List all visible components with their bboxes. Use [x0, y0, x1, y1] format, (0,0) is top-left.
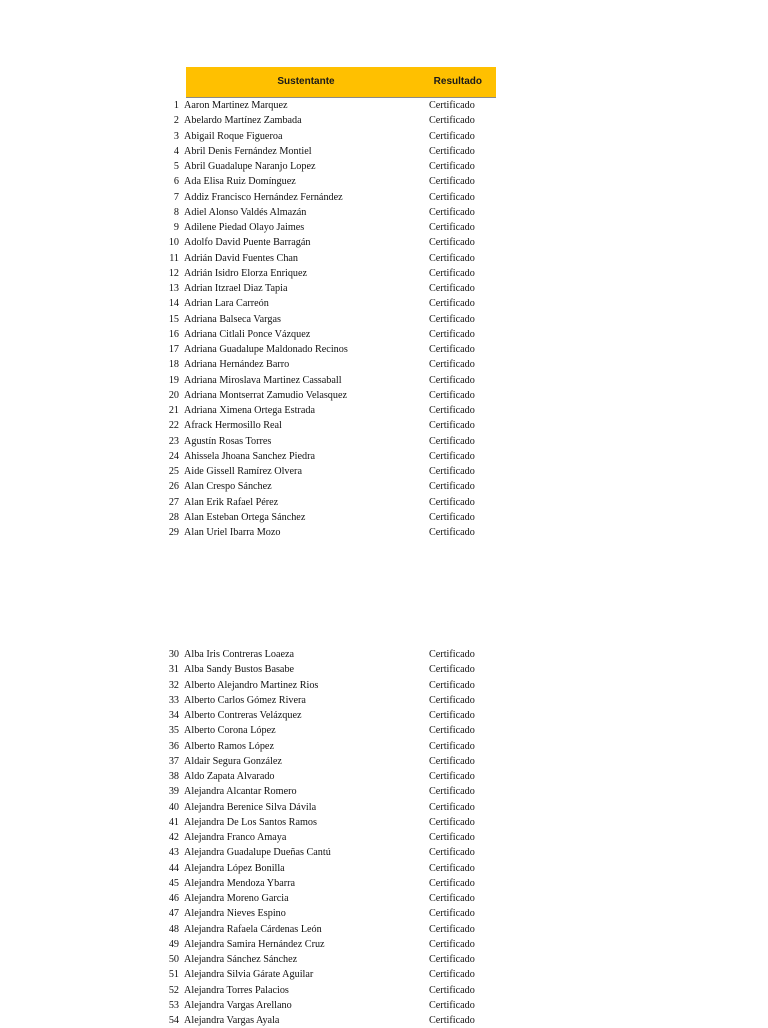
- candidate-name: Adolfo David Puente Barragán: [184, 237, 311, 249]
- result-status: Certificado: [429, 100, 475, 111]
- table-row: [160, 113, 500, 128]
- table-row: [160, 708, 500, 723]
- candidate-name: Alejandra López Bonilla: [184, 862, 285, 874]
- candidate-name: Alan Uriel Ibarra Mozo: [184, 527, 281, 538]
- candidate-name: Adrian Itzrael Diaz Tapia: [184, 283, 288, 294]
- candidate-name: Alejandra Vargas Arellano: [184, 999, 292, 1011]
- result-status: Certificado: [429, 740, 475, 752]
- candidate-name: Adriana Hernández Barro: [184, 359, 290, 371]
- row-number: 36: [168, 740, 179, 752]
- table-row: [160, 327, 500, 342]
- row-number: 21: [168, 405, 179, 416]
- result-status: Certificado: [429, 176, 475, 188]
- row-number: 53: [168, 999, 179, 1011]
- table-row: [160, 754, 500, 769]
- result-status: Certificado: [429, 938, 475, 950]
- table-row: [160, 220, 500, 235]
- table-row: [160, 662, 500, 677]
- row-number: 45: [168, 877, 179, 889]
- table-row: [160, 342, 500, 357]
- result-status: Certificado: [429, 649, 475, 660]
- row-number: 51: [168, 969, 179, 981]
- result-status: Certificado: [429, 283, 475, 294]
- result-status: Certificado: [429, 984, 475, 996]
- candidate-name: Alan Crespo Sánchez: [184, 481, 272, 493]
- candidate-name: Adriana Guadalupe Maldonado Recinos: [184, 344, 348, 355]
- row-number: 35: [168, 725, 179, 737]
- row-number: 1: [173, 100, 179, 111]
- row-number: 8: [173, 206, 179, 218]
- table-row: [160, 418, 500, 433]
- result-status: Certificado: [429, 115, 475, 127]
- table-row: [160, 647, 500, 662]
- table-row: [160, 403, 500, 418]
- table-row: [160, 190, 500, 205]
- table-row: [160, 159, 500, 174]
- column-header-resultado: Resultado: [433, 76, 482, 87]
- row-number: 17: [168, 344, 179, 355]
- row-number: 54: [168, 1015, 179, 1026]
- table-row: [160, 723, 500, 738]
- candidate-name: Alejandra Alcantar Romero: [184, 786, 297, 798]
- candidate-name: Adilene Piedad Olayo Jaimes: [184, 222, 305, 233]
- table-row: [160, 906, 500, 921]
- result-status: Certificado: [429, 374, 475, 386]
- result-status: Certificado: [429, 862, 475, 874]
- result-status: Certificado: [429, 679, 475, 691]
- candidate-name: Alan Erik Rafael Pérez: [184, 496, 279, 508]
- candidate-name: Aaron Martinez Marquez: [184, 100, 288, 111]
- result-status: Certificado: [429, 450, 475, 462]
- results-list-page-1: [160, 98, 500, 540]
- result-status: Certificado: [429, 771, 475, 782]
- row-number: 13: [168, 283, 179, 294]
- result-status: Certificado: [429, 420, 475, 432]
- column-header-sustentante: Sustentante: [277, 76, 335, 87]
- table-row: [160, 1013, 500, 1028]
- result-status: Certificado: [429, 313, 475, 325]
- row-number: 9: [173, 222, 179, 233]
- row-number: 44: [168, 862, 179, 874]
- table-row: [160, 815, 500, 830]
- result-status: Certificado: [429, 405, 475, 416]
- result-status: Certificado: [429, 725, 475, 737]
- result-status: Certificado: [429, 999, 475, 1011]
- result-status: Certificado: [429, 298, 475, 310]
- row-number: 15: [168, 313, 179, 325]
- table-row: [160, 373, 500, 388]
- row-number: 46: [168, 893, 179, 904]
- row-number: 24: [168, 450, 179, 462]
- row-number: 4: [173, 145, 179, 157]
- row-number: 47: [168, 908, 179, 920]
- row-number: 23: [168, 435, 179, 447]
- table-row: [160, 144, 500, 159]
- row-number: 28: [168, 511, 179, 523]
- candidate-name: Alejandra Guadalupe Dueñas Cantú: [184, 847, 331, 859]
- table-row: [160, 388, 500, 403]
- result-status: Certificado: [429, 801, 475, 813]
- table-row: [160, 830, 500, 845]
- table-row: [160, 495, 500, 510]
- table-row: [160, 312, 500, 327]
- candidate-name: Afrack Hermosillo Real: [184, 420, 282, 432]
- table-row: [160, 281, 500, 296]
- table-row: [160, 983, 500, 998]
- table-row: [160, 129, 500, 144]
- table-row: [160, 952, 500, 967]
- result-status: Certificado: [429, 206, 475, 218]
- result-status: Certificado: [429, 954, 475, 965]
- candidate-name: Aldo Zapata Alvarado: [184, 771, 275, 782]
- candidate-name: Alberto Contreras Velázquez: [184, 710, 302, 721]
- table-row: [160, 251, 500, 266]
- result-status: Certificado: [429, 267, 475, 279]
- candidate-name: Abril Guadalupe Naranjo Lopez: [184, 161, 316, 172]
- row-number: 41: [168, 816, 179, 828]
- row-number: 32: [168, 679, 179, 691]
- candidate-name: Alejandra Torres Palacios: [184, 984, 289, 996]
- candidate-name: Ada Elisa Ruiz Domínguez: [184, 176, 296, 188]
- candidate-name: Adriana Balseca Vargas: [184, 313, 281, 325]
- row-number: 7: [173, 191, 179, 203]
- row-number: 33: [168, 694, 179, 706]
- row-number: 29: [168, 527, 179, 538]
- table-row: [160, 922, 500, 937]
- table-row: [160, 800, 500, 815]
- result-status: Certificado: [429, 466, 475, 477]
- results-list-page-2: [160, 647, 500, 1028]
- result-status: Certificado: [429, 923, 475, 935]
- table-row: [160, 235, 500, 250]
- row-number: 52: [168, 984, 179, 996]
- row-number: 5: [173, 161, 179, 172]
- candidate-name: Alejandra Mendoza Ybarra: [184, 877, 296, 889]
- result-status: Certificado: [429, 145, 475, 157]
- row-number: 10: [168, 237, 179, 249]
- table-row: [160, 678, 500, 693]
- result-status: Certificado: [429, 1015, 475, 1026]
- table-row: [160, 479, 500, 494]
- row-number: 6: [173, 176, 179, 188]
- candidate-name: Alejandra Silvia Gárate Aguilar: [184, 969, 314, 981]
- result-status: Certificado: [429, 252, 475, 264]
- table-row: [160, 891, 500, 906]
- candidate-name: Abigail Roque Figueroa: [184, 130, 283, 142]
- table-row: [160, 464, 500, 479]
- table-row: [160, 510, 500, 525]
- table-row: [160, 525, 500, 540]
- candidate-name: Aide Gissell Ramírez Olvera: [184, 466, 302, 477]
- row-number: 11: [169, 252, 179, 264]
- row-number: 37: [168, 755, 179, 767]
- result-status: Certificado: [429, 359, 475, 371]
- result-status: Certificado: [429, 527, 475, 538]
- candidate-name: Alberto Alejandro Martinez Rios: [184, 679, 319, 691]
- row-number: 31: [168, 664, 179, 676]
- candidate-name: Adriana Ximena Ortega Estrada: [184, 405, 315, 416]
- row-number: 50: [168, 954, 179, 965]
- result-status: Certificado: [429, 435, 475, 447]
- result-status: Certificado: [429, 328, 475, 340]
- table-row: [160, 266, 500, 281]
- table-row: [160, 937, 500, 952]
- result-status: Certificado: [429, 389, 475, 401]
- result-status: Certificado: [429, 496, 475, 508]
- table-row: [160, 434, 500, 449]
- row-number: 2: [173, 115, 179, 127]
- result-status: Certificado: [429, 877, 475, 889]
- result-status: Certificado: [429, 511, 475, 523]
- candidate-name: Alan Esteban Ortega Sánchez: [184, 511, 306, 523]
- row-number: 19: [168, 374, 179, 386]
- result-status: Certificado: [429, 161, 475, 172]
- result-status: Certificado: [429, 694, 475, 706]
- candidate-name: Ahissela Jhoana Sanchez Piedra: [184, 450, 315, 462]
- candidate-name: Alberto Ramos López: [184, 740, 274, 752]
- candidate-name: Alberto Carlos Gómez Rivera: [184, 694, 306, 706]
- candidate-name: Adrián David Fuentes Chan: [184, 252, 299, 264]
- row-number: 18: [168, 359, 179, 371]
- candidate-name: Aldair Segura González: [184, 755, 282, 767]
- row-number: 48: [168, 923, 179, 935]
- candidate-name: Adrian Lara Carreón: [184, 298, 269, 310]
- table-row: [160, 998, 500, 1013]
- result-status: Certificado: [429, 344, 475, 355]
- result-status: Certificado: [429, 969, 475, 981]
- result-status: Certificado: [429, 893, 475, 904]
- row-number: 12: [168, 267, 179, 279]
- candidate-name: Alejandra Nieves Espino: [184, 908, 286, 920]
- row-number: 27: [168, 496, 179, 508]
- candidate-name: Alejandra Berenice Silva Dávila: [184, 801, 317, 813]
- candidate-name: Abril Denis Fernández Montiel: [184, 145, 312, 157]
- table-row: [160, 845, 500, 860]
- result-status: Certificado: [429, 755, 475, 767]
- row-number: 38: [168, 771, 179, 782]
- table-row: [160, 357, 500, 372]
- row-number: 20: [168, 389, 179, 401]
- candidate-name: Alejandra Sánchez Sánchez: [184, 954, 298, 965]
- result-status: Certificado: [429, 222, 475, 233]
- row-number: 14: [168, 298, 179, 310]
- table-row: [160, 98, 500, 113]
- candidate-name: Adiel Alonso Valdés Almazán: [184, 206, 307, 218]
- table-header: [186, 67, 496, 98]
- candidate-name: Alejandra Samira Hernández Cruz: [184, 938, 325, 950]
- result-status: Certificado: [429, 908, 475, 920]
- result-status: Certificado: [429, 191, 475, 203]
- table-row: [160, 693, 500, 708]
- result-status: Certificado: [429, 786, 475, 798]
- row-number: 3: [173, 130, 179, 142]
- table-row: [160, 967, 500, 982]
- result-status: Certificado: [429, 710, 475, 721]
- result-status: Certificado: [429, 664, 475, 676]
- candidate-name: Abelardo Martínez Zambada: [184, 115, 302, 127]
- result-status: Certificado: [429, 237, 475, 249]
- candidate-name: Alba Sandy Bustos Basabe: [184, 664, 295, 676]
- row-number: 26: [168, 481, 179, 493]
- row-number: 22: [168, 420, 179, 432]
- table-row: [160, 296, 500, 311]
- table-row: [160, 174, 500, 189]
- row-number: 40: [168, 801, 179, 813]
- candidate-name: Alba Iris Contreras Loaeza: [184, 649, 295, 660]
- candidate-name: Alejandra Franco Amaya: [184, 832, 287, 843]
- table-row: [160, 861, 500, 876]
- candidate-name: Alejandra De Los Santos Ramos: [184, 816, 317, 828]
- table-row: [160, 876, 500, 891]
- candidate-name: Addiz Francisco Hernández Fernández: [184, 191, 343, 203]
- table-row: [160, 769, 500, 784]
- candidate-name: Alejandra Rafaela Cárdenas León: [184, 923, 322, 935]
- result-status: Certificado: [429, 130, 475, 142]
- candidate-name: Adrián Isidro Elorza Enriquez: [184, 267, 308, 279]
- row-number: 30: [168, 649, 179, 660]
- candidate-name: Alejandra Moreno Garcia: [184, 893, 289, 904]
- candidate-name: Agustín Rosas Torres: [184, 435, 272, 447]
- result-status: Certificado: [429, 481, 475, 493]
- candidate-name: Alejandra Vargas Ayala: [184, 1015, 280, 1026]
- table-row: [160, 205, 500, 220]
- candidate-name: Alberto Corona López: [184, 725, 276, 737]
- result-status: Certificado: [429, 847, 475, 859]
- candidate-name: Adriana Miroslava Martinez Cassaball: [184, 374, 342, 386]
- candidate-name: Adriana Montserrat Zamudio Velasquez: [184, 389, 348, 401]
- result-status: Certificado: [429, 816, 475, 828]
- table-row: [160, 449, 500, 464]
- row-number: 16: [168, 328, 179, 340]
- candidate-name: Adriana Citlali Ponce Vázquez: [184, 328, 311, 340]
- row-number: 39: [168, 786, 179, 798]
- row-number: 43: [168, 847, 179, 859]
- row-number: 34: [168, 710, 179, 721]
- row-number: 25: [168, 466, 179, 477]
- table-row: [160, 739, 500, 754]
- row-number: 49: [168, 938, 179, 950]
- table-row: [160, 784, 500, 799]
- result-status: Certificado: [429, 832, 475, 843]
- row-number: 42: [168, 832, 179, 843]
